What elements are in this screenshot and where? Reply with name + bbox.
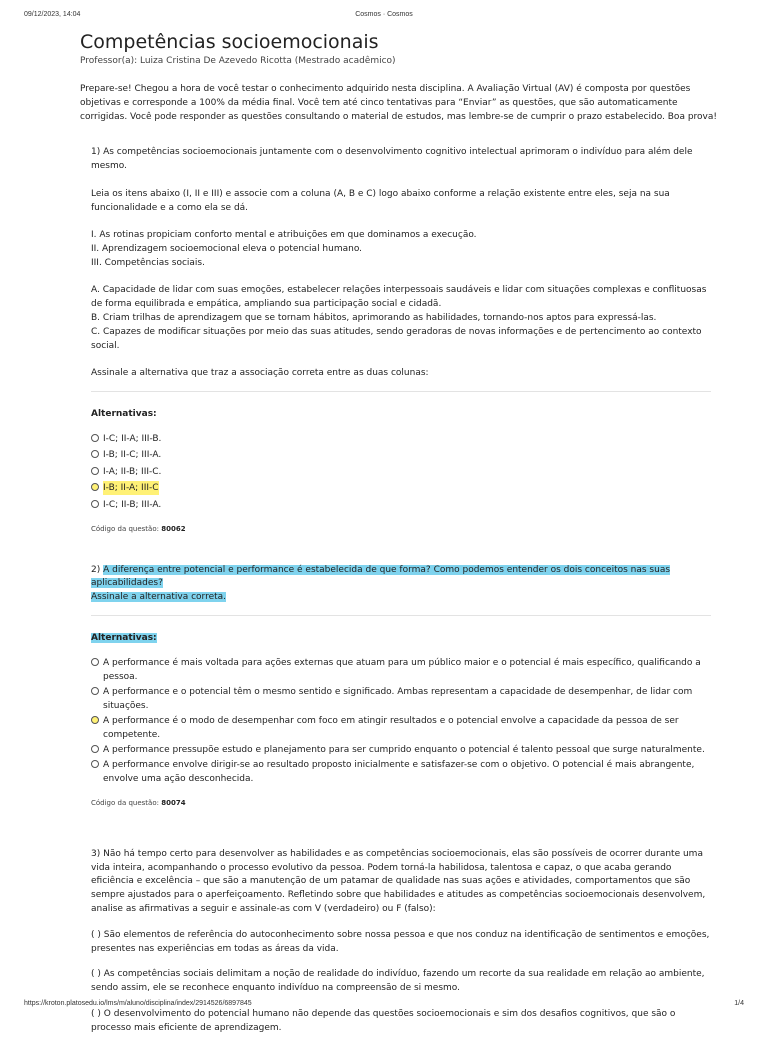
question-2-alternatives bbox=[91, 656, 711, 786]
radio-button[interactable] bbox=[91, 658, 99, 666]
radio-button[interactable] bbox=[91, 745, 99, 753]
question-1-option-3[interactable] bbox=[91, 465, 711, 479]
question-2-option-4[interactable] bbox=[91, 743, 711, 757]
question-1-option-1[interactable] bbox=[91, 432, 711, 446]
radio-button[interactable] bbox=[91, 467, 99, 475]
option-label: A performance e o potencial têm o mesmo sentido e significado. Ambas representam a capacidade de desempenhar, de lidar com situações. bbox=[103, 686, 693, 711]
question-1-prompt: Assinale a alternativa que traz a associação correta entre as duas colunas: bbox=[91, 368, 429, 379]
question-1-item-ii: II. Aprendizagem socioemocional eleva o potencial humano. bbox=[91, 243, 363, 254]
alternatives-title: Alternativas: bbox=[91, 408, 157, 419]
option-label-highlighted: I-B; II-A; III-C bbox=[103, 483, 159, 494]
question-2 bbox=[91, 564, 711, 808]
radio-button[interactable] bbox=[91, 500, 99, 508]
radio-button[interactable] bbox=[91, 434, 99, 442]
question-1-option-5[interactable] bbox=[91, 498, 711, 512]
question-code bbox=[91, 798, 711, 808]
question-1 bbox=[91, 146, 711, 533]
separator bbox=[91, 391, 711, 392]
radio-button[interactable] bbox=[91, 483, 99, 491]
radio-button[interactable] bbox=[91, 450, 99, 458]
option-label: I-C; II-B; III-A. bbox=[103, 499, 162, 510]
question-1-item-i: I. As rotinas propiciam conforto mental e atribuições em que dominamos a execução. bbox=[91, 230, 477, 241]
question-2-option-1[interactable] bbox=[91, 656, 711, 684]
separator bbox=[91, 615, 711, 616]
alternatives-title bbox=[91, 632, 711, 644]
question-3-statement-2: ( ) As competências sociais delimitam a noção de realidade do indivíduo, fazendo um recorte da sua realidade em relação ao ambiente, sendo assim, ele se reconhece enquanto indivíduo na compreensão de si mesmo. bbox=[91, 969, 705, 994]
question-2-option-5[interactable] bbox=[91, 758, 711, 786]
question-1-item-iii: III. Competências sociais. bbox=[91, 257, 205, 268]
radio-button[interactable] bbox=[91, 760, 99, 768]
option-label: A performance é o modo de desempenhar com foco em atingir resultados e o potencial envolve a capacidade da pessoa de ser competente. bbox=[103, 715, 679, 740]
question-1-alternatives bbox=[91, 432, 711, 512]
question-1-item-b: B. Criam trilhas de aprendizagem que se tornam hábitos, aprimorando as habilidades, tornando-nos aptos para expressá-las. bbox=[91, 312, 657, 323]
professor-name: Professor(a): Luiza Cristina De Azevedo Ricotta (Mestrado acadêmico) bbox=[80, 56, 396, 66]
print-header bbox=[24, 11, 744, 21]
question-1-option-2[interactable] bbox=[91, 448, 711, 462]
question-code bbox=[91, 524, 711, 534]
print-url: https://kroton.platosedu.io/lms/m/aluno/disciplina/index/2914526/6897845 bbox=[24, 1000, 252, 1007]
question-1-instruction: Leia os itens abaixo (I, II e III) e associe com a coluna (A, B e C) logo abaixo conforme a relação existente entre eles, seja na sua funcionalidade e a como ela se dá. bbox=[91, 188, 670, 213]
question-2-highlighted-text: A diferença entre potencial e performance é estabelecida de que forma? Como podemos entender os dois conceitos nas suas aplicabilidades? bbox=[91, 564, 671, 589]
option-label: A performance é mais voltada para ações externas que atuam para um público maior e o potencial é mais específico, qualificando a pessoa. bbox=[103, 657, 701, 682]
option-label: I-A; II-B; III-C. bbox=[103, 466, 162, 477]
question-code-label: Código da questão: bbox=[91, 524, 159, 533]
question-code-label: Código da questão: bbox=[91, 798, 159, 807]
question-2-number: 2) bbox=[91, 564, 101, 575]
main-content bbox=[80, 30, 720, 1048]
page-title: Competências socioemocionais bbox=[80, 31, 379, 53]
option-label: A performance envolve dirigir-se ao resultado proposto inicialmente e satisfazer-se com o objetivo. O potencial é mais abrangente, envolve uma ação desconhecida. bbox=[103, 759, 695, 784]
option-label: A performance pressupõe estudo e planejamento para ser cumprido enquanto o potencial é talento pessoal que surge naturalmente. bbox=[103, 744, 705, 755]
question-1-statement: 1) As competências socioemocionais juntamente com o desenvolvimento cognitivo intelectual aprimoram o indivíduo para além dele mesmo. bbox=[91, 147, 693, 172]
radio-button[interactable] bbox=[91, 687, 99, 695]
question-code-value: 80062 bbox=[161, 524, 186, 533]
question-2-statement bbox=[91, 564, 711, 605]
question-3-statement-1: ( ) São elementos de referência do autoconhecimento sobre nossa pessoa e que nos conduz na identificação de sentimentos e emoções, presentes nas experiências em todas as áreas da vida. bbox=[91, 929, 710, 954]
intro-text: Prepare-se! Chegou a hora de você testar o conhecimento adquirido nesta disciplina. A Avaliação Virtual (AV) é composta por questões objetivas e corresponde a 100% da média final. Você tem até cinco tentativas para “Enviar” as questões, que são automaticamente corrigidas. Você pode responder as questões consultando o material de estudos, mas lembre-se de cumprir o prazo estabelecido. Boa prova! bbox=[80, 84, 717, 122]
question-1-text bbox=[91, 146, 711, 381]
print-tab-title: Cosmos · Cosmos bbox=[355, 11, 413, 18]
option-label: I-B; II-C; III-A. bbox=[103, 450, 162, 461]
radio-button[interactable] bbox=[91, 716, 99, 724]
question-2-option-2[interactable] bbox=[91, 685, 711, 713]
question-code-value: 80074 bbox=[161, 798, 186, 807]
alternatives-title-text: Alternativas: bbox=[91, 632, 157, 643]
print-footer bbox=[24, 1000, 744, 1010]
print-page-number: 1/4 bbox=[734, 1000, 744, 1007]
question-1-item-a: A. Capacidade de lidar com suas emoções, estabelecer relações interpessoais saudáveis e lidar com situações complexas e conflituosas de forma equilibrada e empática, ampliando sua participação social e cidadã. bbox=[91, 285, 707, 310]
print-datetime: 09/12/2023, 14:04 bbox=[24, 11, 81, 18]
question-3-statement-3: ( ) O desenvolvimento do potencial humano não depende das questões socioemocionais e sim dos desafios cognitivos, que são o processo mais eficiente de aprendizagem. bbox=[91, 1009, 676, 1033]
option-label: I-C; II-A; III-B. bbox=[103, 433, 162, 444]
question-2-option-3[interactable] bbox=[91, 714, 711, 742]
question-1-item-c: C. Capazes de modificar situações por meio das suas atitudes, sendo geradoras de novas informações e de pertencimento ao contexto social. bbox=[91, 326, 702, 351]
question-2-prompt: Assinale a alternativa correta. bbox=[91, 592, 227, 603]
question-2-text bbox=[91, 564, 711, 605]
question-1-option-4[interactable] bbox=[91, 481, 711, 495]
question-3-statement: 3) Não há tempo certo para desenvolver as habilidades e as competências socioemocionais, elas são possíveis de ocorrer durante uma vida inteira, acompanhando o processo evolutivo da pessoa. Podem torná-la habilidosa, talentosa e capaz, o que acaba gerando eficiência e excelência – que são a manutenção de um patamar de qualidade nas suas ações e atividades, comportamentos que são sempre ajustados para o aperfeiçoamento. Refletindo sobre que habilidades e atitudes as competências socioemocionais desenvolvem, analise as afirmativas a seguir e assinale-as com V (verdadeiro) ou F (falso): bbox=[91, 848, 706, 915]
